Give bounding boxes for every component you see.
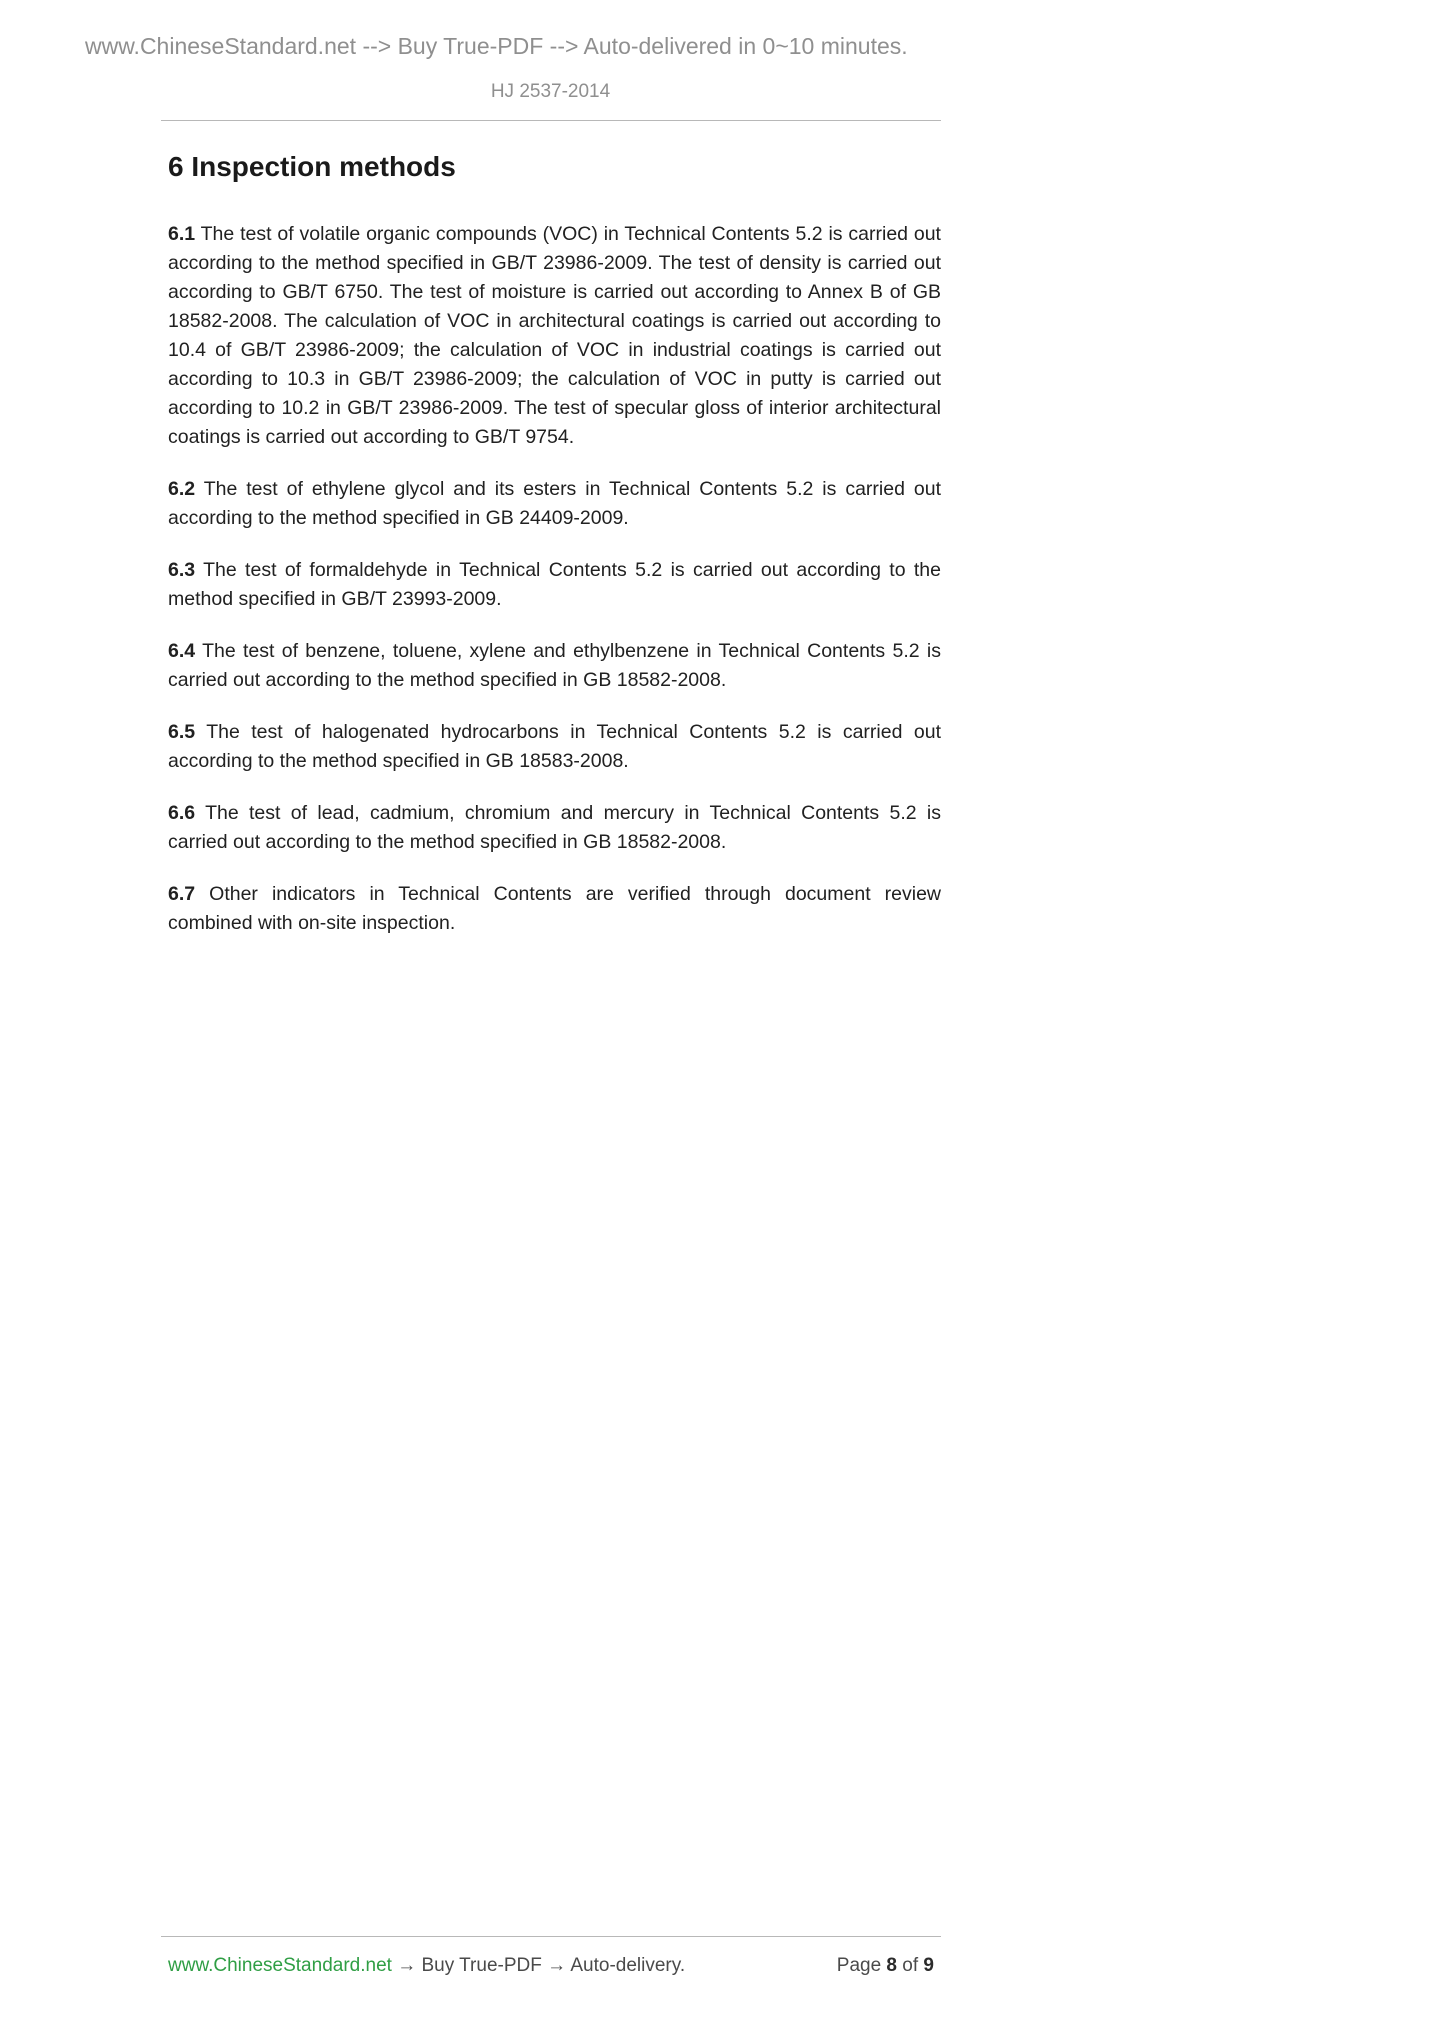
clause-text: The test of lead, cadmium, chromium and mercury in Technical Contents 5.2 is carried out according to the method specified in GB 18582-2008. [168,802,941,853]
document-number: HJ 2537-2014 [490,81,611,102]
of-word: of [902,1955,919,1976]
clause-text: The test of halogenated hydrocarbons in Technical Contents 5.2 is carried out according to the method specified in GB 18583-2008. [168,721,941,772]
page-footer [168,1953,934,1979]
clause-number: 6.3 [168,559,196,581]
clause-number: 6.2 [168,478,196,500]
clause-number: 6.7 [168,883,196,905]
page-word: Page [836,1955,882,1976]
clause-number: 6.1 [168,223,196,245]
footer-divider [161,1936,941,1937]
clause-number: 6.4 [168,640,196,662]
clause-text: Other indicators in Technical Contents are verified through document review combined with on-site inspection. [168,883,941,934]
clause-6-1 [168,220,941,452]
clause-number: 6.5 [168,721,196,743]
clause-6-4 [168,637,941,695]
clause-6-7 [168,880,941,938]
document-body [168,150,941,961]
clause-text: The test of formaldehyde in Technical Contents 5.2 is carried out according to the method specified in GB/T 23993-2009. [168,559,941,610]
page-indicator [837,1953,934,1979]
header-divider [161,120,941,121]
clause-6-5 [168,718,941,776]
clause-6-6 [168,799,941,857]
page-total: 9 [923,1955,934,1976]
footer-tail-text: → Buy True-PDF → Auto-delivery. [397,1955,686,1976]
page-current: 8 [886,1955,897,1976]
clause-6-2 [168,475,941,533]
footer-site-link[interactable]: www.ChineseStandard.net [168,1955,392,1976]
section-heading: 6 Inspection methods [168,151,456,182]
footer-left [168,1953,685,1979]
clause-text: The test of ethylene glycol and its esters in Technical Contents 5.2 is carried out according to the method specified in GB 24409-2009. [168,478,941,529]
clause-text: The test of volatile organic compounds (VOC) in Technical Contents 5.2 is carried out according to the method specified in GB/T 23986-2009. The test of density is carried out according to GB/T 6750. The test of moisture is carried out according to Annex B of GB 18582-2008. The calculation of VOC in architectural coatings is carried out according to 10.4 of GB/T 23986-2009; the calculation of VOC in industrial coatings is carried out according to 10.3 in GB/T 23986-2009; the calculation of VOC in putty is carried out according to 10.2 in GB/T 23986-2009. The test of specular gloss of interior architectural coatings is carried out according to GB/T 9754. [168,223,941,448]
clause-text: The test of benzene, toluene, xylene and ethylbenzene in Technical Contents 5.2 is carried out according to the method specified in GB 18582-2008. [168,640,941,691]
clause-number: 6.6 [168,802,196,824]
clause-6-3 [168,556,941,614]
header-promo-text: www.ChineseStandard.net --> Buy True-PDF --> Auto-delivered in 0~10 minutes. [85,33,908,59]
